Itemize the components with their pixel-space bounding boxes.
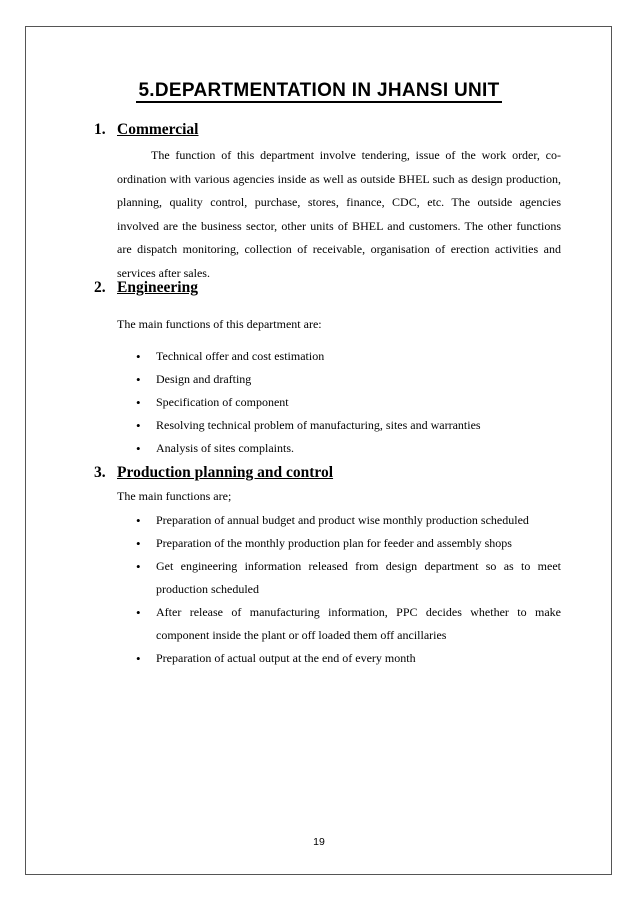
page-title-text: 5.DEPARTMENTATION IN JHANSI UNIT: [138, 80, 500, 101]
list-item: • Preparation of the monthly production plan for feeder and assembly shops: [136, 532, 561, 555]
production-intro: The main functions are;: [117, 489, 232, 503]
list-item: • Get engineering information released from design department so as to meet production scheduled: [136, 555, 561, 601]
list-item: • Design and drafting: [136, 368, 561, 391]
page-number: 19: [313, 836, 325, 848]
production-bullet-list: [136, 509, 561, 670]
section-title: Engineering: [117, 279, 198, 296]
section-title: Production planning and control: [117, 464, 334, 481]
engineering-intro: The main functions of this department are:: [117, 317, 322, 331]
section-title: Commercial: [117, 121, 199, 138]
commercial-paragraph-text: The function of this department involve tendering, issue of the work order, co-ordination with various agencies inside as well as outside BHEL such as design production, planning, quality control, purchase, stores, finance, CDC, etc. The outside agencies involved are the business sector, other units of BHEL and customers. The other functions are dispatch monitoring, collection of receivable, organisation of erection activities and services after sales.: [117, 148, 561, 280]
commercial-paragraph: [117, 144, 561, 285]
list-item: • After release of manufacturing information, PPC decides whether to make component inside the plant or off loaded them off ancillaries: [136, 601, 561, 647]
list-item: • Preparation of actual output at the end of every month: [136, 647, 561, 670]
section-number: 1.: [94, 121, 106, 138]
section-number: 3.: [94, 464, 106, 481]
list-item: • Preparation of annual budget and product wise monthly production scheduled: [136, 509, 561, 532]
section-number: 2.: [94, 279, 106, 296]
list-item: • Resolving technical problem of manufacturing, sites and warranties: [136, 414, 561, 437]
page-title: [0, 80, 638, 103]
list-item: • Technical offer and cost estimation: [136, 345, 561, 368]
list-item: • Analysis of sites complaints.: [136, 437, 561, 460]
engineering-bullet-list: [136, 345, 561, 460]
list-item: • Specification of component: [136, 391, 561, 414]
